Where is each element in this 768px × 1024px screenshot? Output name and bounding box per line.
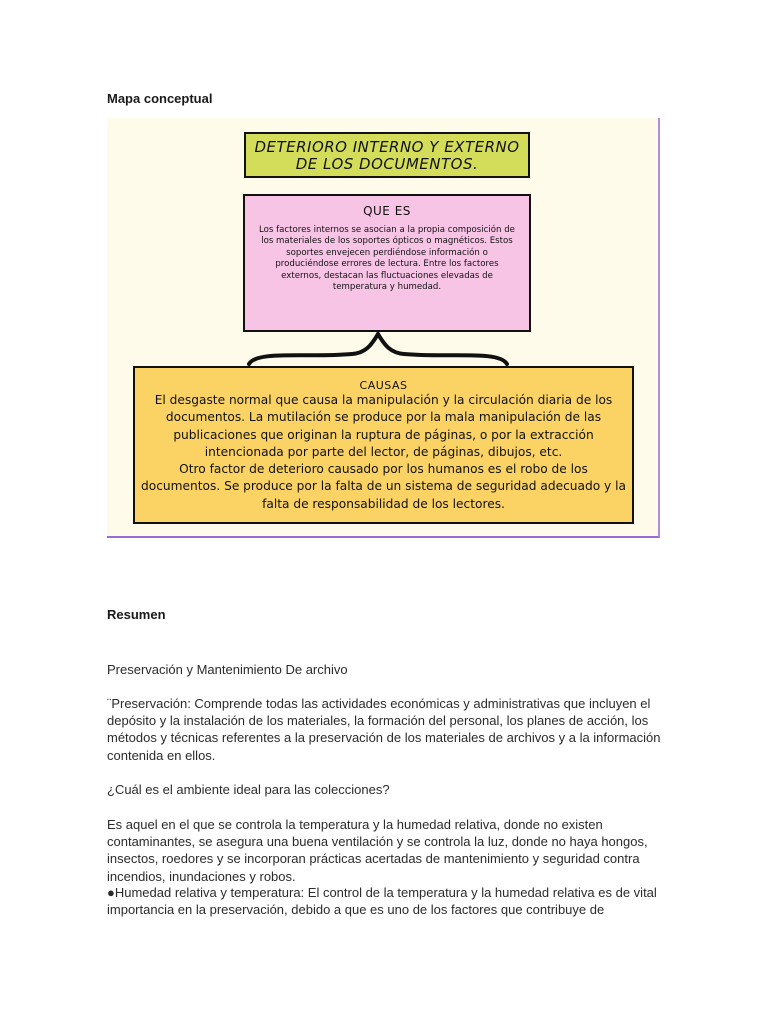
causas-label: CAUSAS (359, 379, 408, 392)
concept-map-title-box: DETERIORO INTERNO Y EXTERNO DE LOS DOCUMENTOS. (244, 132, 530, 178)
paragraph-humedad: ●Humedad relativa y temperatura: El control de la temperatura y la humedad relativa es de vital importancia en la preservación, debido a que es uno de los factores que contribuye de (107, 885, 657, 918)
que-es-text: Los factores internos se asocian a la propia composición de los materiales de los soportes ópticos o magnéticos. Estos soportes envejecen perdiéndose información o produciéndose errores de lectura. Entre los factores externos, destacan las fluctuaciones elevadas de temperatura y humedad. (259, 225, 515, 293)
que-es-label: QUE ES (363, 204, 411, 218)
paragraph-respuesta: Es aquel en el que se controla la temperatura y la humedad relativa, donde no existen contaminantes, se asegura una buena ventilación y se controla la luz, donde no haya hongos, insectos, roedores y se incorporan prácticas acertadas de mantenimiento y seguridad contra incendios, inundaciones y robos. (107, 817, 648, 884)
que-es-box (243, 194, 531, 332)
paragraph-pregunta: ¿Cuál es el ambiente ideal para las colecciones? (107, 782, 390, 797)
causas-text: El desgaste normal que causa la manipulación y la circulación diaria de los documentos. La mutilación se produce por la mala manipulación de las publicaciones que originan la ruptura de páginas, o por la extracción intencionada por parte del lector, de páginas, dibujos, etc. Otro factor de deterioro causado por los humanos es el robo de los documentos. Se produce por la falta de un sistema de seguridad adecuado y la falta de responsabilidad de los lectores. (141, 393, 626, 511)
causas-box (133, 366, 634, 524)
section-heading-mapa: Mapa conceptual (107, 91, 213, 106)
brace-connector-icon (247, 332, 509, 368)
summary-subtitle: Preservación y Mantenimiento De archivo (107, 662, 348, 677)
concept-map-figure (107, 118, 660, 538)
section-heading-resumen: Resumen (107, 607, 166, 622)
paragraph-preservacion: ¨Preservación: Comprende todas las actividades económicas y administrativas que incluyen el depósito y la instalación de los materiales, la formación del personal, los planes de acción, los métodos y técnicas referentes a la preservación de los materiales de archivos y a la información contenida en ellos. (107, 696, 661, 763)
